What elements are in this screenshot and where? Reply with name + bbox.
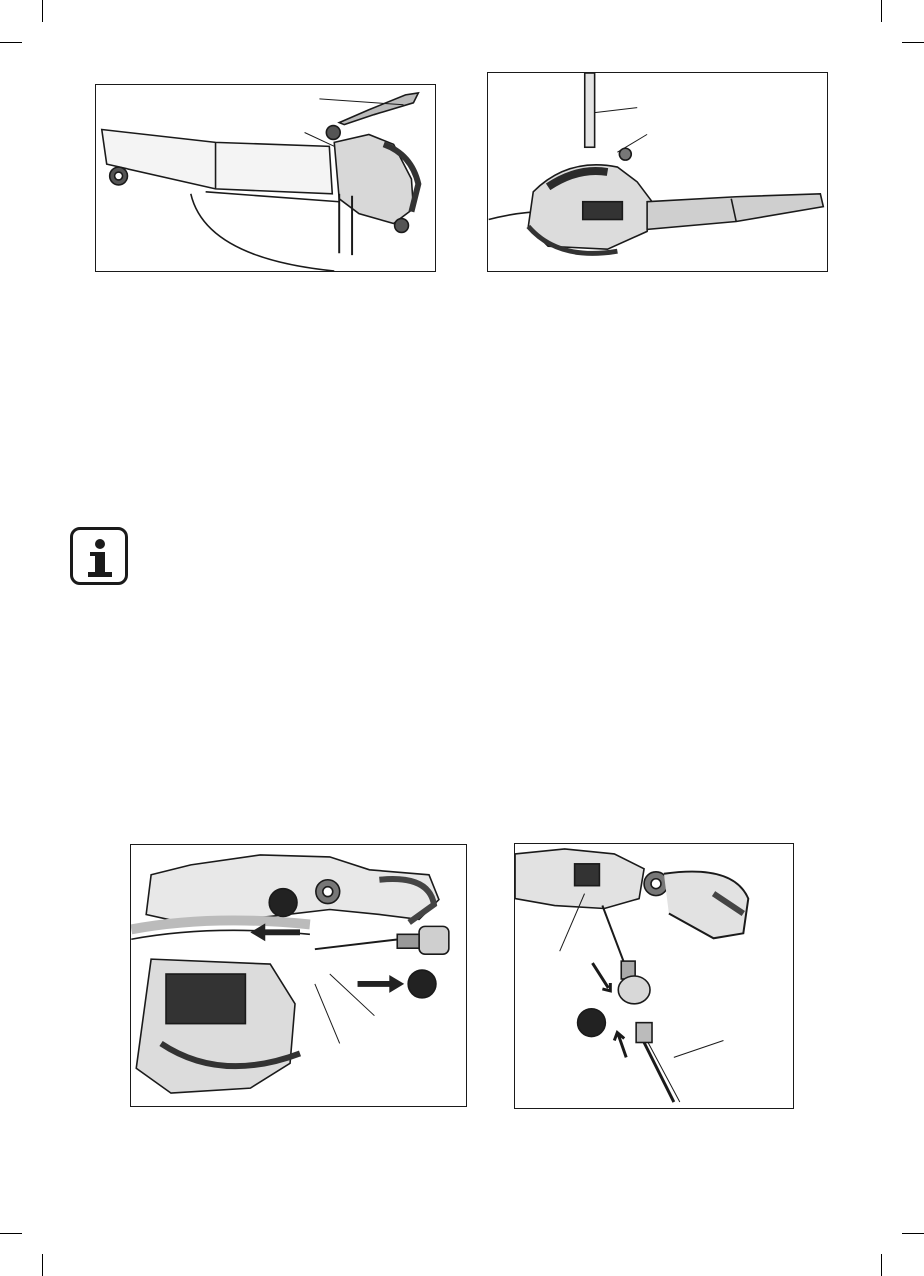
figure-vacuum-side-view xyxy=(95,84,436,272)
figure-cord-retainer xyxy=(130,844,467,1107)
extension-cord-illustration xyxy=(515,844,793,1108)
cord-retainer-illustration xyxy=(131,845,466,1106)
crop-mark xyxy=(0,1233,22,1234)
crop-mark xyxy=(902,1233,924,1234)
crop-mark xyxy=(42,1254,43,1276)
crop-mark xyxy=(881,1254,882,1276)
crop-mark xyxy=(0,42,22,43)
figure-blower-handle xyxy=(487,72,828,272)
info-icon xyxy=(70,527,128,585)
vacuum-illustration xyxy=(96,85,435,271)
figure-extension-cord xyxy=(514,843,794,1109)
crop-mark xyxy=(902,42,924,43)
crop-mark xyxy=(42,0,43,22)
blower-illustration xyxy=(488,73,827,271)
crop-mark xyxy=(881,0,882,22)
